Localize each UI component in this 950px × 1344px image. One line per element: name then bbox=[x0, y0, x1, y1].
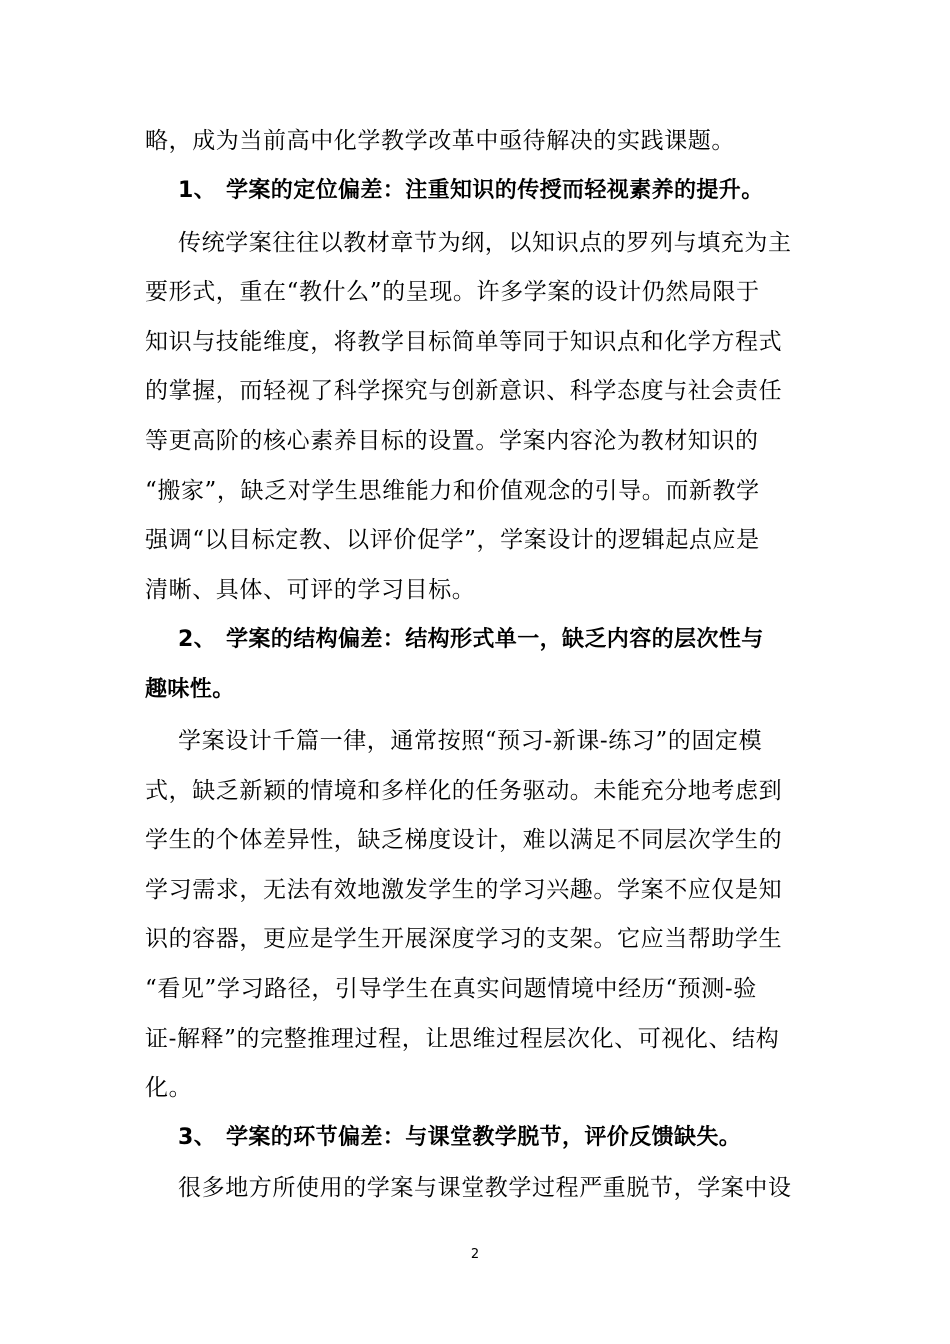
section-1-title: 学案的定位偏差：注重知识的传授而轻视素养的提升。 bbox=[226, 178, 764, 203]
section-3-number: 3、 bbox=[178, 1125, 217, 1150]
section-2-paragraph-line: 化。 bbox=[145, 1075, 193, 1101]
intro-line: 略，成为当前高中化学教学改革中亟待解决的实践课题。 bbox=[145, 128, 735, 154]
section-2-title: 学案的结构偏差：结构形式单一，缺乏内容的层次性与 bbox=[226, 627, 764, 652]
section-1-paragraph-line: 的掌握，而轻视了科学探究与创新意识、科学态度与社会责任 bbox=[145, 378, 783, 404]
section-1-paragraph-line: 清晰、具体、可评的学习目标。 bbox=[145, 577, 476, 603]
section-2-paragraph-line: 学生的个体差异性，缺乏梯度设计，难以满足不同层次学生的 bbox=[145, 827, 783, 853]
section-2-number: 2、 bbox=[178, 627, 217, 652]
section-1-paragraph-line: “搬家”，缺乏对学生思维能力和价值观念的引导。而新教学 bbox=[145, 478, 760, 504]
section-3-title: 学案的环节偏差：与课堂教学脱节，评价反馈缺失。 bbox=[226, 1125, 742, 1150]
section-3-paragraph-line: 很多地方所使用的学案与课堂教学过程严重脱节，学案中设 bbox=[178, 1175, 792, 1201]
section-2-paragraph-line: 学案设计千篇一律，通常按照“预习-新课-练习”的固定模 bbox=[178, 728, 763, 754]
section-2-heading bbox=[178, 625, 764, 655]
section-1-paragraph-line: 知识与技能维度，将教学目标简单等同于知识点和化学方程式 bbox=[145, 329, 783, 355]
page-number: 2 bbox=[470, 1247, 480, 1262]
section-2-paragraph-line: 式，缺乏新颖的情境和多样化的任务驱动。未能充分地考虑到 bbox=[145, 778, 783, 804]
section-1-paragraph-line: 强调“以目标定教、以评价促学”，学案设计的逻辑起点应是 bbox=[145, 527, 760, 553]
section-3-heading bbox=[178, 1123, 741, 1153]
section-2-paragraph-line: 识的容器，更应是学生开展深度学习的支架。它应当帮助学生 bbox=[145, 926, 783, 952]
section-2-paragraph-line: 证-解释”的完整推理过程，让思维过程层次化、可视化、结构 bbox=[145, 1026, 780, 1052]
section-2-paragraph-line: “看见”学习路径，引导学生在真实问题情境中经历“预测-验 bbox=[145, 976, 757, 1002]
section-1-paragraph-line: 传统学案往往以教材章节为纲，以知识点的罗列与填充为主 bbox=[178, 230, 792, 256]
section-1-paragraph-line: 等更高阶的核心素养目标的设置。学案内容沦为教材知识的 bbox=[145, 428, 759, 454]
section-1-number: 1、 bbox=[178, 178, 217, 203]
section-1-heading bbox=[178, 176, 764, 206]
section-2-paragraph-line: 学习需求，无法有效地激发学生的学习兴趣。学案不应仅是知 bbox=[145, 877, 783, 903]
section-2-heading-continued: 趣味性。 bbox=[145, 677, 235, 702]
section-1-paragraph-line: 要形式，重在“教什么”的呈现。许多学案的设计仍然局限于 bbox=[145, 279, 760, 305]
